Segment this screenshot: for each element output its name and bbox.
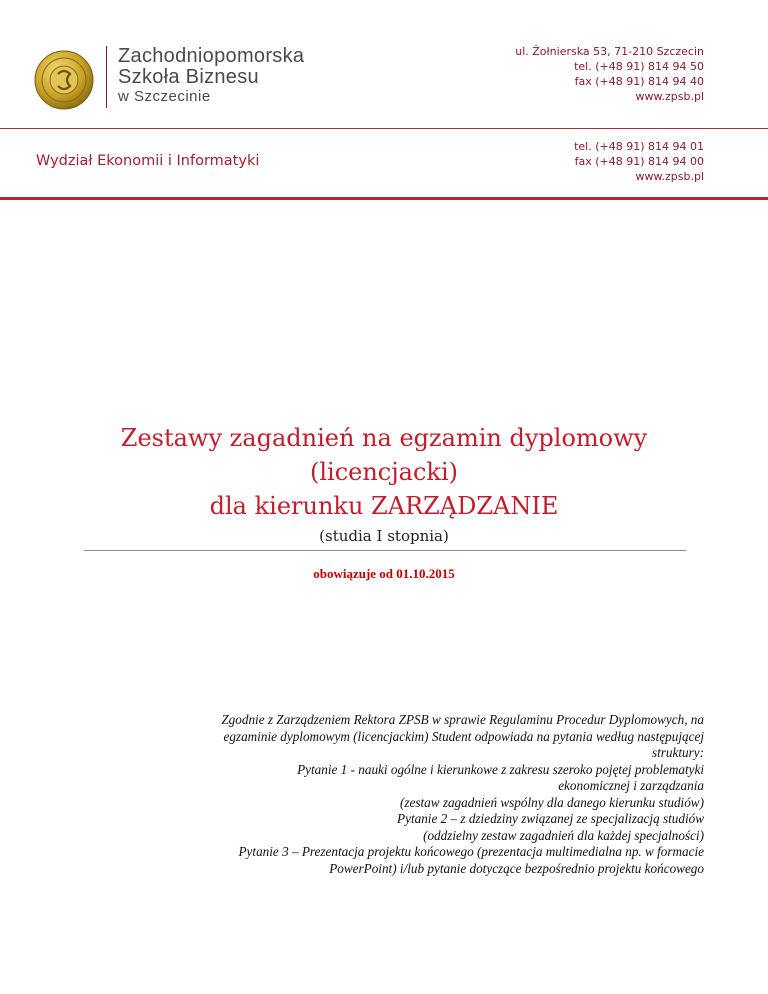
title-line-2: (licencjacki) bbox=[309, 458, 459, 486]
body-line: struktury: bbox=[651, 745, 704, 760]
title-line-1: Zestawy zagadnień na egzamin dyplomowy bbox=[120, 424, 648, 452]
main-website-link[interactable]: www.zpsb.pl bbox=[635, 90, 704, 103]
body-line: Pytanie 2 – z dziedziny związanej ze specjalizacją studiów bbox=[397, 811, 704, 826]
title-rule bbox=[84, 550, 686, 551]
logo-line-2: Szkoła Biznesu bbox=[118, 66, 259, 88]
school-logo-text bbox=[118, 46, 304, 105]
main-fax: fax (+48 91) 814 94 40 bbox=[574, 75, 704, 88]
exam-structure-text bbox=[104, 712, 704, 877]
faculty-website-link[interactable]: www.zpsb.pl bbox=[635, 170, 704, 183]
header-rule bbox=[0, 128, 768, 129]
faculty-contact-block bbox=[574, 139, 704, 184]
body-line: (zestaw zagadnień wspólny dla danego kierunku studiów) bbox=[399, 794, 704, 810]
main-contact-block bbox=[515, 44, 704, 104]
document-title bbox=[0, 421, 768, 523]
logo-line-3: w Szczecinie bbox=[118, 88, 211, 105]
title-line-3: dla kierunku ZARZĄDZANIE bbox=[209, 492, 559, 520]
body-line: Zgodnie z Zarządzeniem Rektora ZPSB w sprawie Regulaminu Procedur Dyplomowych, na bbox=[221, 712, 704, 727]
main-tel: tel. (+48 91) 814 94 50 bbox=[574, 60, 704, 73]
body-line: Pytanie 1 - nauki ogólne i kierunkowe z zakresu szeroko pojętej problematyki bbox=[297, 761, 704, 777]
address: ul. Żołnierska 53, 71-210 Szczecin bbox=[515, 45, 704, 58]
body-line: PowerPoint) i/lub pytanie dotyczące bezpośrednio projektu końcowego bbox=[329, 860, 704, 876]
faculty-fax: fax (+48 91) 814 94 00 bbox=[574, 155, 704, 168]
valid-from-notice: obowiązuje od 01.10.2015 bbox=[313, 566, 455, 581]
faculty-tel: tel. (+48 91) 814 94 01 bbox=[574, 140, 704, 153]
body-line: (oddzielny zestaw zagadnień dla każdej specjalności) bbox=[423, 827, 704, 843]
document-subtitle: (studia I stopnia) bbox=[319, 527, 449, 545]
header-bottom-rule bbox=[0, 197, 768, 200]
body-line: egzaminie dyplomowym (licencjackim) Student odpowiada na pytania według następującej bbox=[223, 728, 704, 744]
logo-line-1: Zachodniopomorska bbox=[118, 45, 305, 67]
body-line: Pytanie 3 – Prezentacja projektu końcowego (prezentacja multimedialna np. w formacie bbox=[238, 844, 704, 859]
seal-icon bbox=[34, 50, 94, 110]
faculty-name: Wydział Ekonomii i Informatyki bbox=[36, 153, 260, 169]
logo-divider bbox=[106, 46, 107, 108]
body-line: ekonomicznej i zarządzania bbox=[558, 778, 704, 793]
